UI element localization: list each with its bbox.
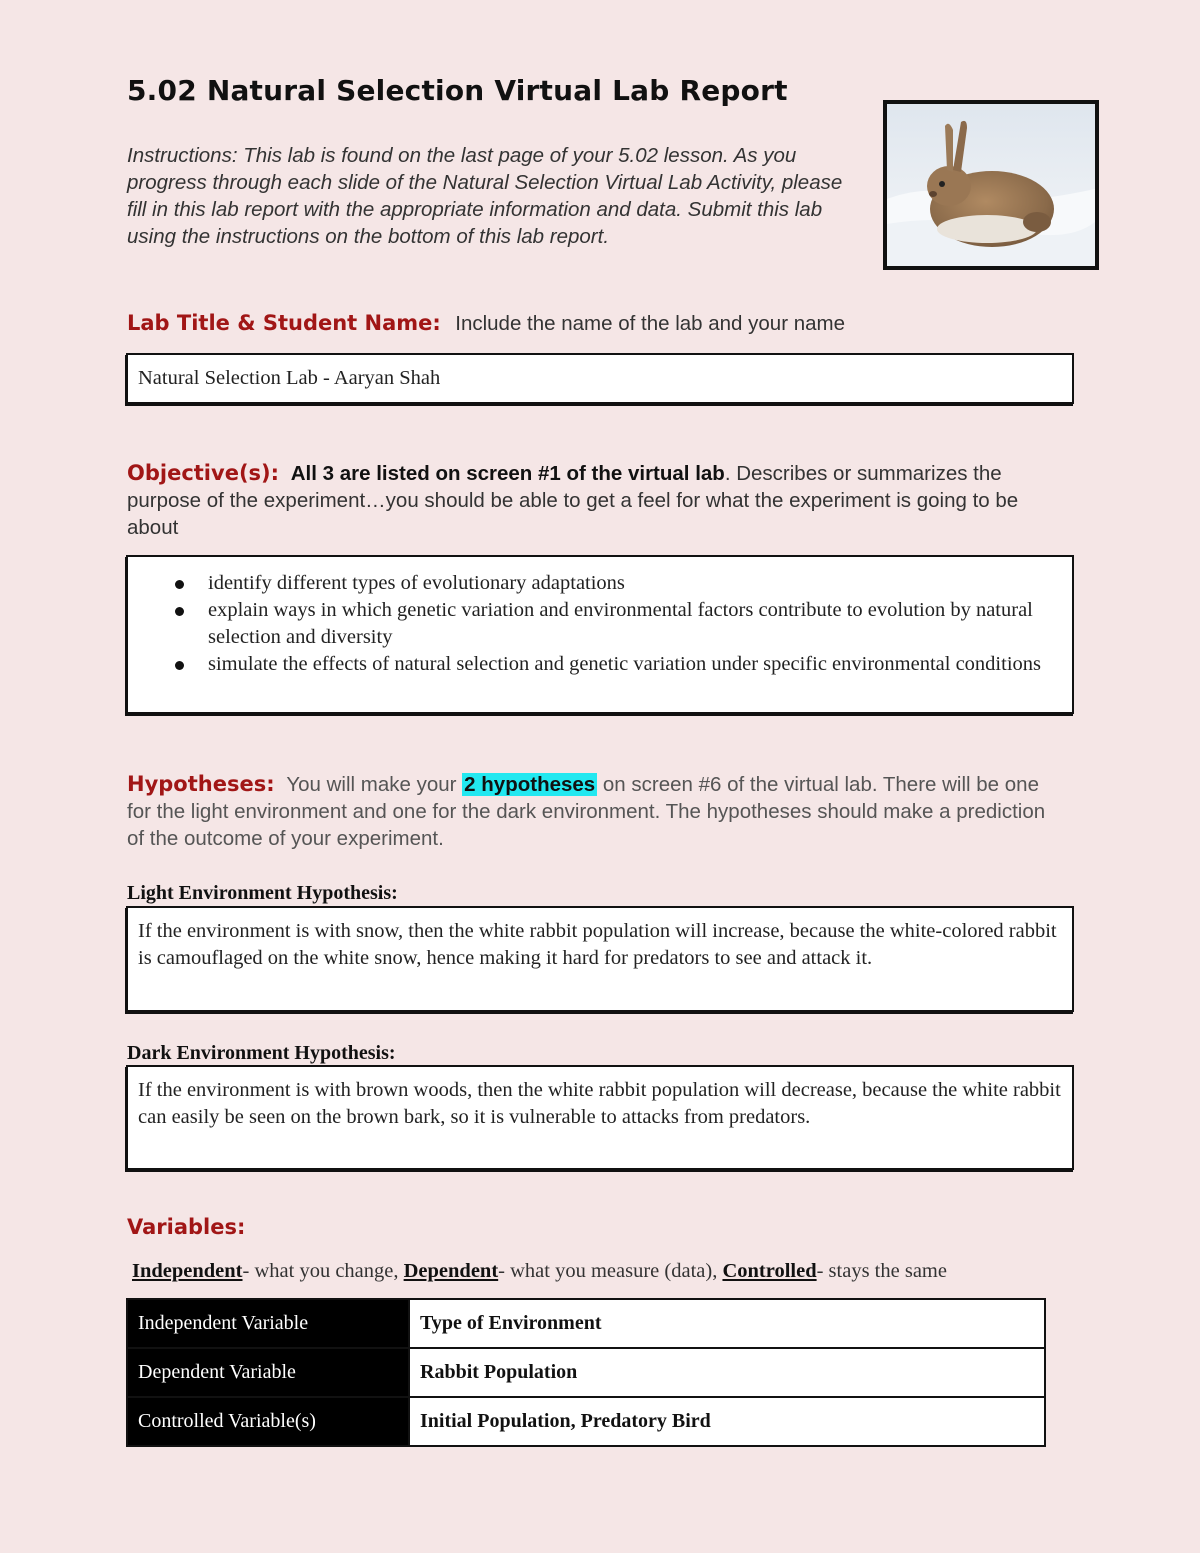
variable-label: Dependent Variable bbox=[127, 1348, 409, 1397]
objectives-prompt: . Describes or summarizes the purpose of the experiment…you should be able to get a feel for what the experiment is going to be about bbox=[127, 462, 1019, 539]
objectives-heading: Objective(s): bbox=[127, 461, 280, 485]
legend-controlled-desc: - stays the same bbox=[816, 1260, 947, 1282]
variable-label: Independent Variable bbox=[127, 1299, 409, 1348]
dark-hypothesis-answer: If the environment is with brown woods, then the white rabbit population will decrease, because the white rabbit can easily be seen on the brown bark, so it is vulnerable to attacks from predators. bbox=[138, 1079, 1061, 1128]
rabbit-photo bbox=[883, 100, 1099, 270]
variable-value[interactable]: Type of Environment bbox=[409, 1299, 1045, 1348]
lab-title-heading-row bbox=[127, 310, 845, 337]
light-hypothesis-answer: If the environment is with snow, then the white rabbit population will increase, because the white-colored rabbit is camouflaged on the white snow, hence making it hard for predators to see and attack it. bbox=[138, 920, 1057, 969]
table-row bbox=[127, 1348, 1045, 1397]
legend-dependent-desc: - what you measure (data), bbox=[498, 1260, 718, 1282]
variables-table bbox=[126, 1298, 1046, 1447]
objective-item: simulate the effects of natural selection and genetic variation under specific environmental conditions bbox=[208, 651, 1062, 678]
light-hypothesis-box[interactable] bbox=[126, 906, 1074, 1012]
variables-legend bbox=[132, 1260, 947, 1283]
hypotheses-heading: Hypotheses: bbox=[127, 772, 275, 796]
rabbit-photo-image bbox=[887, 104, 1095, 266]
variable-value[interactable]: Initial Population, Predatory Bird bbox=[409, 1397, 1045, 1446]
lab-title-prompt: Include the name of the lab and your name bbox=[455, 312, 846, 335]
variable-label: Controlled Variable(s) bbox=[127, 1397, 409, 1446]
hypotheses-prompt-c: There will be one for the light environment and one for the dark environment. The hypotheses should make a prediction of the outcome of your experiment. bbox=[127, 773, 1046, 850]
hypotheses-highlight: 2 hypotheses bbox=[464, 773, 596, 796]
page-title: 5.02 Natural Selection Virtual Lab Report bbox=[127, 74, 788, 107]
legend-independent-desc: - what you change, bbox=[242, 1260, 399, 1282]
objective-item: explain ways in which genetic variation and environmental factors contribute to evolution by natural selection and diversity bbox=[208, 597, 1062, 651]
dark-hypothesis-label: Dark Environment Hypothesis: bbox=[127, 1042, 396, 1064]
legend-independent: Independent bbox=[132, 1260, 243, 1282]
objectives-bold-prompt: All 3 are listed on screen #1 of the virtual lab bbox=[290, 462, 725, 485]
hypotheses-prompt-a: You will make your bbox=[286, 773, 457, 796]
objectives-heading-row bbox=[127, 460, 1067, 541]
legend-controlled: Controlled bbox=[722, 1260, 817, 1282]
table-row bbox=[127, 1299, 1045, 1348]
objectives-answer-box[interactable] bbox=[126, 555, 1074, 714]
light-hypothesis-label: Light Environment Hypothesis: bbox=[127, 882, 398, 904]
legend-dependent: Dependent bbox=[403, 1260, 499, 1282]
table-row bbox=[127, 1397, 1045, 1446]
lab-title-answer: Natural Selection Lab - Aaryan Shah bbox=[138, 367, 441, 389]
lab-title-heading: Lab Title & Student Name: bbox=[127, 311, 441, 335]
objective-item: identify different types of evolutionary adaptations bbox=[208, 570, 1062, 597]
hypotheses-prompt-b: on screen #6 of the virtual lab. bbox=[602, 773, 878, 796]
variables-heading: Variables: bbox=[127, 1215, 246, 1239]
objectives-list bbox=[138, 570, 1062, 678]
hypotheses-heading-row bbox=[127, 771, 1057, 852]
variable-value[interactable]: Rabbit Population bbox=[409, 1348, 1045, 1397]
instructions-text: Instructions: This lab is found on the last page of your 5.02 lesson. As you progress through each slide of the Natural Selection Virtual Lab Activity, please fill in this lab report with the appropriate information and data. Submit this lab using the instructions on the bottom of this lab report. bbox=[127, 144, 843, 248]
lab-title-answer-box[interactable] bbox=[126, 353, 1074, 404]
dark-hypothesis-box[interactable] bbox=[126, 1065, 1074, 1170]
